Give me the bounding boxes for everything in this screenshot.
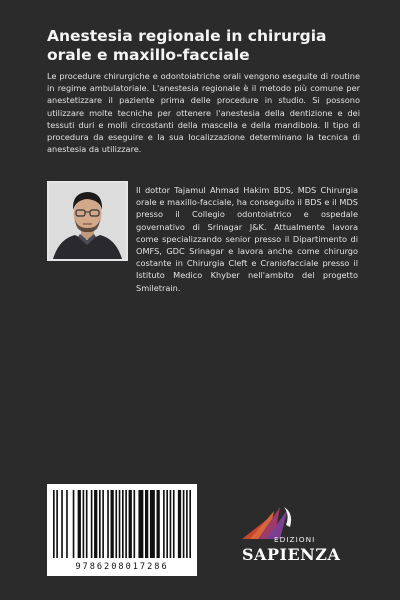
barcode-bar bbox=[189, 490, 191, 558]
barcode-bar bbox=[138, 490, 143, 558]
barcode-bars bbox=[53, 490, 191, 558]
barcode-number: 9786208017286 bbox=[75, 562, 169, 572]
barcode-bar bbox=[134, 490, 136, 558]
barcode-bar bbox=[61, 490, 63, 558]
barcode-bar bbox=[73, 490, 75, 558]
barcode bbox=[47, 484, 197, 576]
book-synopsis: Le procedure chirurgiche e odontoiatriche orali vengono eseguite di routine in regime ambulatoriale. L'anestesia regionale è il metodo più comune per anestetizzare il paziente prima delle procedure in studio. Si possono utilizzare molte tecniche per ottenere l'anestesia della dentizione e dei tessuti duri e molli circostanti della mascella e della mandibola. Il tipo di procedura da eseguire e la sua localizzazione determinano la tecnica di anestesia da utilizzare. bbox=[47, 71, 360, 155]
book-title: Anestesia regionale in chirurgia orale e maxillo-facciale bbox=[47, 27, 327, 64]
barcode-bar bbox=[178, 490, 181, 558]
barcode-bar bbox=[150, 490, 155, 558]
author-portrait-image bbox=[49, 183, 126, 259]
barcode-bar bbox=[145, 490, 148, 558]
publisher-edizioni-label: EDIZIONI bbox=[274, 535, 316, 544]
barcode-bar bbox=[183, 490, 185, 558]
barcode-bar bbox=[186, 490, 188, 558]
barcode-bar bbox=[115, 490, 117, 558]
barcode-bar bbox=[66, 490, 68, 558]
barcode-bar bbox=[166, 490, 168, 558]
barcode-bar bbox=[119, 490, 121, 558]
barcode-bar bbox=[83, 490, 85, 558]
barcode-bar bbox=[78, 490, 81, 558]
barcode-bar bbox=[122, 490, 124, 558]
barcode-bar bbox=[173, 490, 175, 558]
barcode-bar bbox=[157, 490, 160, 558]
barcode-bar bbox=[107, 490, 109, 558]
barcode-bar bbox=[86, 490, 88, 558]
barcode-bar bbox=[91, 490, 93, 558]
barcode-bar bbox=[163, 490, 165, 558]
barcode-bar bbox=[111, 490, 114, 558]
author-photo bbox=[47, 181, 128, 261]
barcode-bar bbox=[99, 490, 101, 558]
barcode-bar bbox=[56, 490, 58, 558]
barcode-bar bbox=[53, 490, 55, 558]
publisher-name: SAPIENZA bbox=[242, 545, 341, 564]
barcode-bar bbox=[170, 490, 172, 558]
author-bio: Il dottor Tajamul Ahmad Hakim BDS, MDS Chirurgia orale e maxillo-facciale, ha conseguito il BDS e il MDS presso il Collegio odontoiatrico e ospedale governativo di Srinagar J&K. Attualmente lavora come specializzando senior presso il Dipartimento di OMFS, GDC Srinagar e lavora anche come chirurgo costante in Chirurgia Cleft e Craniofacciale presso il Istituto Medico Khyber nell'ambito del progetto Smiletrain. bbox=[136, 185, 358, 293]
barcode-bar bbox=[129, 490, 132, 558]
barcode-bar bbox=[125, 490, 127, 558]
barcode-bar bbox=[94, 490, 97, 558]
publisher-logo bbox=[236, 505, 346, 575]
barcode-bar bbox=[102, 490, 104, 558]
